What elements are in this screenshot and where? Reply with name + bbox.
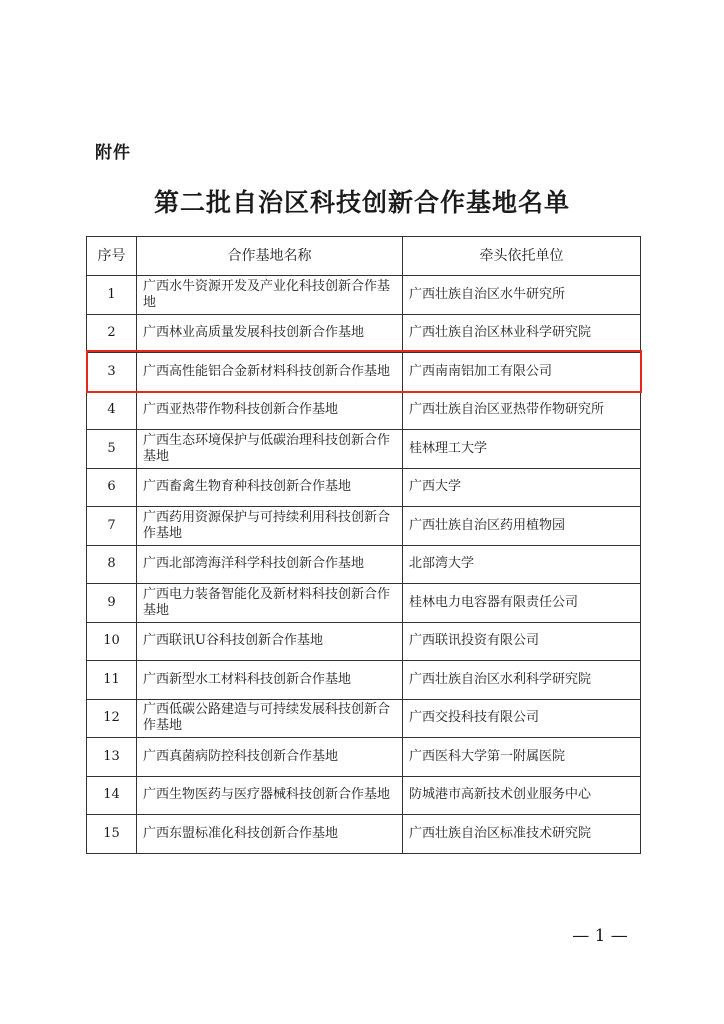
attachment-label: 附件 [95, 143, 131, 163]
row-lead-unit: 广西壮族自治区水利科学研究院 [403, 661, 641, 700]
row-lead-unit: 广西联讯投资有限公司 [403, 622, 641, 661]
page-number: — 1 — [572, 926, 628, 946]
table-row [87, 468, 641, 507]
row-lead-unit: 北部湾大学 [403, 545, 641, 584]
row-base-name: 广西真菌病防控科技创新合作基地 [137, 738, 403, 777]
header-base-name: 合作基地名称 [137, 237, 403, 276]
table-row [87, 738, 641, 777]
row-base-name: 广西东盟标准化科技创新合作基地 [137, 815, 403, 854]
row-base-name: 广西高性能铝合金新材料科技创新合作基地 [137, 353, 403, 392]
table-row [87, 815, 641, 854]
row-lead-unit: 广西壮族自治区水牛研究所 [403, 276, 641, 315]
row-lead-unit: 广西壮族自治区亚热带作物研究所 [403, 391, 641, 430]
table-row [87, 391, 641, 430]
table-row [87, 545, 641, 584]
row-base-name: 广西低碳公路建造与可持续发展科技创新合作基地 [137, 699, 403, 738]
row-base-name: 广西林业高质量发展科技创新合作基地 [137, 314, 403, 353]
row-lead-unit: 广西医科大学第一附属医院 [403, 738, 641, 777]
row-lead-unit: 广西交投科技有限公司 [403, 699, 641, 738]
table-row [87, 584, 641, 623]
row-lead-unit: 广西壮族自治区药用植物园 [403, 507, 641, 546]
row-lead-unit: 广西壮族自治区标准技术研究院 [403, 815, 641, 854]
row-seq: 13 [87, 738, 137, 777]
row-base-name: 广西生物医药与医疗器械科技创新合作基地 [137, 776, 403, 815]
row-lead-unit: 广西南南铝加工有限公司 [403, 353, 641, 392]
base-list-table [86, 236, 641, 854]
header-lead-unit: 牵头依托单位 [403, 237, 641, 276]
document-title: 第二批自治区科技创新合作基地名单 [153, 188, 570, 217]
row-lead-unit: 广西壮族自治区林业科学研究院 [403, 314, 641, 353]
row-lead-unit: 桂林理工大学 [403, 430, 641, 469]
table-row [87, 430, 641, 469]
row-lead-unit: 广西大学 [403, 468, 641, 507]
table-row [87, 314, 641, 353]
table-row-highlighted [87, 353, 641, 392]
table-row [87, 507, 641, 546]
row-base-name: 广西畜禽生物育种科技创新合作基地 [137, 468, 403, 507]
row-lead-unit: 防城港市高新技术创业服务中心 [403, 776, 641, 815]
row-seq: 6 [87, 468, 137, 507]
table-row [87, 661, 641, 700]
row-base-name: 广西新型水工材料科技创新合作基地 [137, 661, 403, 700]
row-seq: 11 [87, 661, 137, 700]
row-seq: 5 [87, 430, 137, 469]
table-row [87, 776, 641, 815]
row-base-name: 广西联讯U谷科技创新合作基地 [137, 622, 403, 661]
row-seq: 7 [87, 507, 137, 546]
row-base-name: 广西药用资源保护与可持续利用科技创新合作基地 [137, 507, 403, 546]
row-base-name: 广西亚热带作物科技创新合作基地 [137, 391, 403, 430]
row-seq: 10 [87, 622, 137, 661]
table-row [87, 622, 641, 661]
table-row [87, 276, 641, 315]
row-seq: 15 [87, 815, 137, 854]
row-seq: 4 [87, 391, 137, 430]
row-seq: 9 [87, 584, 137, 623]
row-seq: 1 [87, 276, 137, 315]
row-seq: 2 [87, 314, 137, 353]
table-header-row [87, 237, 641, 276]
row-base-name: 广西北部湾海洋科学科技创新合作基地 [137, 545, 403, 584]
row-seq: 8 [87, 545, 137, 584]
table-row [87, 699, 641, 738]
row-seq: 14 [87, 776, 137, 815]
row-seq: 3 [87, 353, 137, 392]
row-lead-unit: 桂林电力电容器有限责任公司 [403, 584, 641, 623]
row-seq: 12 [87, 699, 137, 738]
row-base-name: 广西电力装备智能化及新材料科技创新合作基地 [137, 584, 403, 623]
row-base-name: 广西水牛资源开发及产业化科技创新合作基地 [137, 276, 403, 315]
header-seq: 序号 [87, 237, 137, 276]
row-base-name: 广西生态环境保护与低碳治理科技创新合作基地 [137, 430, 403, 469]
